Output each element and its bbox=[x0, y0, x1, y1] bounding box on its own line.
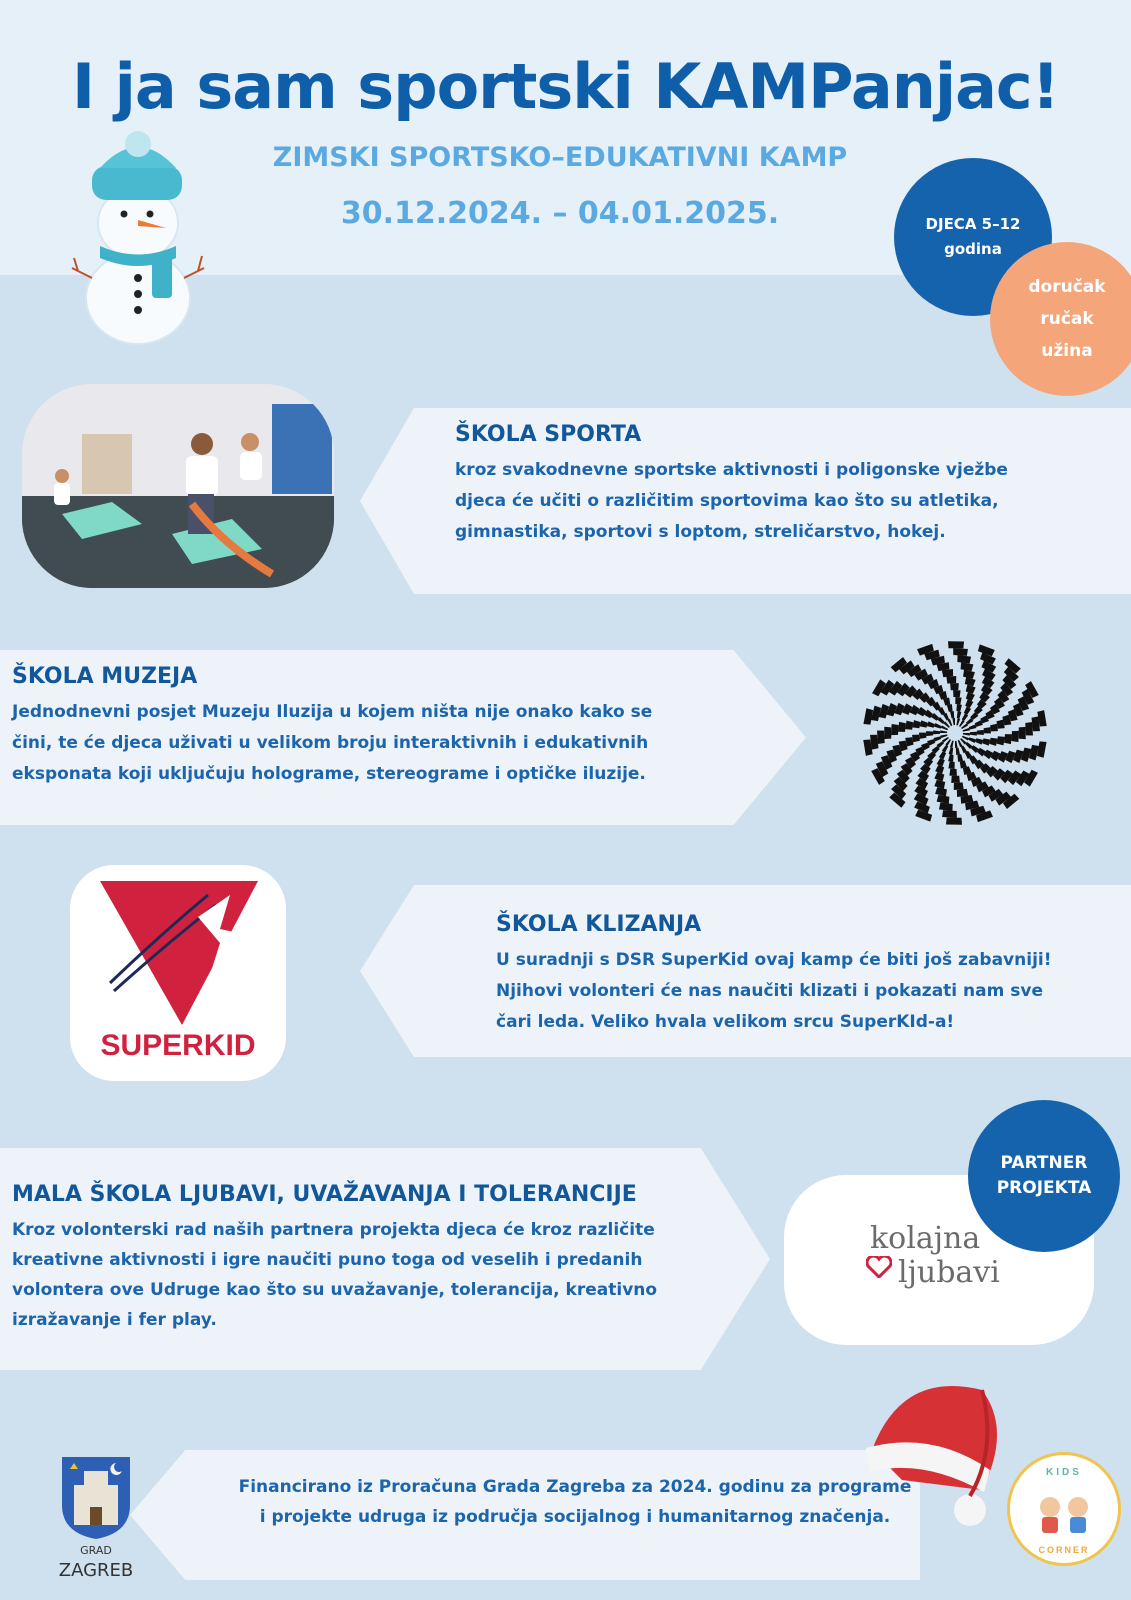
meal-item: užina bbox=[1041, 341, 1093, 362]
illusion-tile bbox=[956, 748, 960, 755]
illusion-tile bbox=[948, 641, 964, 648]
funding-line: Financirano iz Proračuna Grada Zagreba za 2024. godinu za programe bbox=[238, 1477, 912, 1497]
illusion-tile bbox=[957, 711, 962, 718]
text-line: Jednodnevni posjet Muzeju Iluzija u kojem ništa nije onako kako se bbox=[12, 702, 653, 722]
illusion-tile bbox=[927, 721, 935, 727]
illusion-tile bbox=[949, 769, 956, 776]
kids-corner-top-text: KIDS bbox=[1046, 1467, 1082, 1478]
illusion-tile bbox=[970, 732, 977, 736]
skating-section bbox=[496, 912, 1126, 1038]
illusion-tile bbox=[942, 810, 957, 818]
kids-corner-logo bbox=[1007, 1452, 1121, 1566]
meal-item: doručak bbox=[1028, 276, 1106, 297]
illusion-tile bbox=[1037, 741, 1047, 757]
illusion-tile bbox=[940, 730, 947, 733]
illusion-tile bbox=[920, 720, 928, 727]
illusion-tile bbox=[933, 730, 940, 734]
illusion-tile bbox=[975, 738, 983, 744]
text-line: kreativne aktivnosti i igre naučiti puno toga od veselih i predanih bbox=[12, 1250, 643, 1270]
illusion-tile bbox=[961, 662, 974, 671]
illusion-tile bbox=[948, 754, 953, 762]
illusion-tile bbox=[884, 727, 891, 739]
kolajna-word: kolajna bbox=[870, 1221, 981, 1256]
love-section-title: MALA ŠKOLA LJUBAVI, UVAŽAVANJA I TOLERANCIJE bbox=[12, 1182, 637, 1207]
text-line: čari leda. Veliko hvala velikom srcu SuperKId-a! bbox=[496, 1012, 955, 1032]
superkid-wordmark: SUPERKID bbox=[100, 1029, 256, 1062]
illusion-tile bbox=[952, 718, 955, 725]
text-line: izražavanje i fer play. bbox=[12, 1310, 217, 1330]
snowman-illustration bbox=[70, 128, 210, 348]
illusion-tile bbox=[949, 747, 954, 754]
illusion-tile bbox=[912, 735, 920, 743]
text-line: Njihovi volonteri će nas naučiti klizati i pokazati nam sve bbox=[496, 981, 1043, 1001]
love-section bbox=[12, 1182, 752, 1335]
illusion-tile bbox=[1004, 734, 1012, 744]
ljubavi-word: ljubavi bbox=[898, 1255, 1000, 1290]
illusion-tile bbox=[957, 754, 963, 762]
sport-section-text bbox=[455, 455, 1115, 548]
illusion-tile bbox=[966, 692, 975, 701]
age-unit: godina bbox=[944, 240, 1002, 258]
sport-section-title: ŠKOLA SPORTA bbox=[455, 422, 642, 447]
illusion-tile bbox=[898, 722, 906, 732]
illusion-tile bbox=[934, 772, 944, 781]
illusion-tile bbox=[877, 730, 885, 744]
text-line: čini, te će djeca uživati u velikom broju interaktivnih i edukativnih bbox=[12, 733, 649, 753]
illusion-tile bbox=[935, 765, 944, 774]
camp-subtitle: ZIMSKI SPORTSKO–EDUKATIVNI KAMP bbox=[272, 142, 848, 173]
zagreb-coat-of-arms-icon bbox=[60, 1455, 132, 1541]
text-line: volontera ove Udruge kao što su uvažavanje, tolerancija, kreativno bbox=[12, 1280, 658, 1300]
illusion-tile bbox=[984, 727, 991, 733]
illusion-tile bbox=[934, 780, 945, 789]
illusion-tile bbox=[891, 724, 899, 735]
heart-icon bbox=[866, 1256, 892, 1278]
funding-note bbox=[215, 1472, 935, 1532]
illusion-tile bbox=[946, 676, 956, 684]
meal-item: ručak bbox=[1040, 308, 1094, 329]
text-line: U suradnji s DSR SuperKid ovaj kamp će biti još zabavniji! bbox=[496, 950, 1052, 970]
museum-section bbox=[12, 664, 772, 790]
museum-section-text bbox=[12, 697, 772, 790]
love-section-text bbox=[12, 1215, 752, 1335]
illusion-tile bbox=[950, 741, 954, 748]
illusion-tile bbox=[863, 708, 873, 724]
illusion-tile bbox=[1011, 731, 1019, 742]
text-line: gimnastika, sportovi s loptom, streličarstvo, hokej. bbox=[455, 522, 946, 542]
illusion-tile bbox=[934, 736, 942, 741]
illusion-tile bbox=[968, 737, 976, 743]
illusion-tile bbox=[948, 762, 954, 769]
illusion-tile bbox=[951, 776, 960, 783]
illusion-tile bbox=[937, 795, 950, 804]
illusion-tile bbox=[1019, 727, 1026, 739]
funding-line: i projekte udruga iz područja socijalnog i humanitarnog značenja. bbox=[259, 1507, 891, 1527]
illusion-tile bbox=[969, 724, 977, 729]
illusion-tile bbox=[953, 648, 968, 656]
skating-section-title: ŠKOLA KLIZANJA bbox=[496, 912, 702, 937]
grad-label: GRAD bbox=[80, 1544, 112, 1557]
illusion-tile bbox=[955, 697, 961, 704]
partner-line: PROJEKTA bbox=[996, 1178, 1092, 1198]
skating-section-text bbox=[496, 945, 1126, 1038]
illusion-tile bbox=[944, 722, 950, 728]
illusion-tile bbox=[935, 787, 947, 796]
text-line: Kroz volonterski rad naših partnera projekta djeca će kroz različite bbox=[12, 1220, 655, 1240]
illusion-tile bbox=[939, 802, 953, 810]
page-title: I ja sam sportski KAMPanjac! bbox=[72, 50, 1059, 123]
illusion-tile bbox=[953, 690, 960, 697]
text-line: kroz svakodnevne sportske aktivnosti i poligonske vježbe bbox=[455, 460, 1008, 480]
text-line: djeca će učiti o različitim sportovima kao što su atletika, bbox=[455, 491, 999, 511]
illusion-tile bbox=[997, 736, 1005, 745]
illusion-tile bbox=[912, 720, 920, 728]
illusion-tile bbox=[963, 733, 970, 736]
camp-dates: 30.12.2024. – 04.01.2025. bbox=[340, 196, 780, 231]
kids-corner-bottom-text: CORNER bbox=[1038, 1545, 1090, 1555]
illusion-tile bbox=[963, 670, 975, 679]
partner-line: PARTNER bbox=[1000, 1152, 1088, 1173]
illusion-tile bbox=[934, 723, 942, 729]
partner-badge bbox=[968, 1100, 1120, 1252]
illusion-tile bbox=[919, 733, 926, 739]
illusion-tile bbox=[965, 699, 973, 708]
illusion-tile bbox=[926, 731, 933, 736]
illusion-tile bbox=[954, 782, 964, 790]
grad-name: ZAGREB bbox=[58, 1560, 134, 1581]
illusion-tile bbox=[947, 704, 953, 712]
illusion-tile bbox=[989, 738, 997, 746]
santa-hat-illustration bbox=[862, 1370, 1012, 1540]
meals-badge bbox=[990, 242, 1131, 396]
illusion-tile bbox=[946, 818, 962, 825]
illusion-tile bbox=[955, 741, 958, 748]
illusion-tile bbox=[966, 685, 976, 694]
illusion-tile bbox=[937, 758, 945, 767]
illusion-tile bbox=[977, 730, 984, 735]
illusion-tile bbox=[1025, 722, 1033, 736]
illusion-tile bbox=[950, 683, 959, 690]
illusion-tile bbox=[982, 738, 990, 745]
illusion-tile bbox=[965, 677, 976, 686]
illusion-tile bbox=[990, 724, 998, 732]
superkid-logo bbox=[70, 865, 286, 1081]
illusion-tile bbox=[963, 728, 970, 732]
age-range: DJECA 5–12 bbox=[925, 215, 1021, 234]
sport-photo bbox=[22, 384, 334, 588]
optical-illusion-icon bbox=[862, 640, 1048, 826]
illusion-tile bbox=[956, 718, 960, 725]
illusion-tile bbox=[957, 655, 971, 663]
illusion-tile bbox=[940, 734, 947, 738]
illusion-tile bbox=[956, 704, 961, 712]
sport-section bbox=[455, 422, 1115, 548]
illusion-tile bbox=[905, 721, 913, 730]
museum-section-title: ŠKOLA MUZEJA bbox=[12, 664, 198, 689]
illusion-tile bbox=[950, 711, 954, 718]
illusion-tile bbox=[960, 738, 966, 744]
text-line: eksponata koji uključuju holograme, stereograme i optičke iluzije. bbox=[12, 764, 646, 784]
